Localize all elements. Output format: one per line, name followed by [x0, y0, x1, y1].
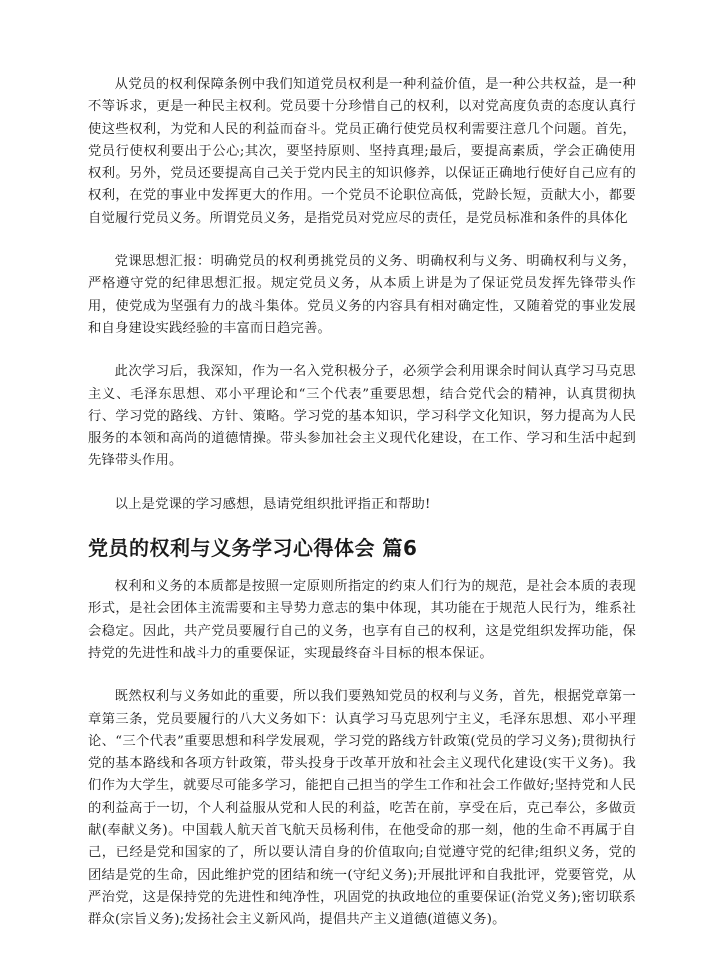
- document-page: [88, 74, 636, 953]
- paragraph-study-reflection: 此次学习后，我深知，作为一名入党积极分子，必须学会利用课余时间认真学习马克思主义、毛泽东思想、邓小平理论和“三个代表”重要思想，结合党代会的精神，认真贯彻执行、学习党的路线、方针、策略。学习党的基本知识，学习科学文化知识，努力提高为人民服务的本领和高尚的道德情操。带头参加社会主义现代化建设，在工作、学习和生活中起到先锋带头作用。: [88, 364, 636, 469]
- paragraph-party-lesson-report: 党课思想汇报：明确党员的权利勇挑党员的义务、明确权利与义务、明确权利与义务，严格遵守党的纪律思想汇报。规定党员义务，从本质上讲是为了保证党员发挥先锋带头作用，使党成为坚强有力的战斗集体。党员义务的内容具有相对确定性，又随着党的事业发展和自身建设实践经验的丰富而日趋完善。: [88, 254, 636, 336]
- paragraph-rights-protection: 从党员的权利保障条例中我们知道党员权利是一种利益价值，是一种公共权益，是一种不等诉求，更是一种民主权利。党员要十分珍惜自己的权利，以对党高度负责的态度认真行使这些权利，为党和人民的利益而奋斗。党员正确行使党员权利需要注意几个问题。首先，党员行使权利要出于公心;其次，要坚持原则、坚持真理;最后，要提高素质，学会正确使用权利。另外，党员还要提高自己关于党内民主的知识修养，以保证正确地行使好自己应有的权利，在党的事业中发挥更大的作用。一个党员不论职位高低，党龄长短，贡献大小，都要自觉履行党员义务。所谓党员义务，是指党员对党应尽的责任，是党员标准和条件的具体化: [88, 77, 636, 226]
- paragraph-eight-duties: 既然权利与义务如此的重要，所以我们要熟知党员的权利与义务，首先，根据党章第一章第三条，党员要履行的八大义务如下：认真学习马克思列宁主义，毛泽东思想、邓小平理论、“三个代表”重要思想和科学发展观，学习党的路线方针政策(党员的学习义务);贯彻执行党的基本路线和各项方针政策，带头投身于改革开放和社会主义现代化建设(实干义务)。我们作为大学生，就要尽可能多学习，能把自己担当的学生工作和社会工作做好;坚持党和人民的利益高于一切，个人利益服从党和人民的利益，吃苦在前，享受在后，克己奉公，多做贡献(奉献义务)。中国载人航天首飞航天员杨利伟，在他受命的那一刻，他的生命不再属于自己，已经是党和国家的了，所以要认清自身的价值取向;自觉遵守党的纪律;组织义务，党的团结是党的生命，因此维护党的团结和统一(守纪义务);开展批评和自我批评，党要管党，从严治党，这是保持党的先进性和纯净性，巩固党的执政地位的重要保证(治党义务);密切联系群众(宗旨义务);发扬社会主义新风尚，提倡共产主义道德(道德义务)。: [88, 689, 636, 928]
- paragraph-rights-duties-essence: 权利和义务的本质都是按照一定原则所指定的约束人们行为的规范，是社会本质的表现形式，是社会团体主流需要和主导势力意志的集中体现，其功能在于规范人民行为，维系社会稳定。因此，共产党员要履行自己的义务，也享有自己的权利，这是党组织发挥功能，保持党的先进性和战斗力的重要保证，实现最终奋斗目标的根本保证。: [88, 579, 636, 661]
- paragraph-closing-remark: 以上是党课的学习感想，恳请党组织批评指正和帮助!: [114, 496, 431, 512]
- section-heading: 党员的权利与义务学习心得体会 篇6: [88, 536, 418, 561]
